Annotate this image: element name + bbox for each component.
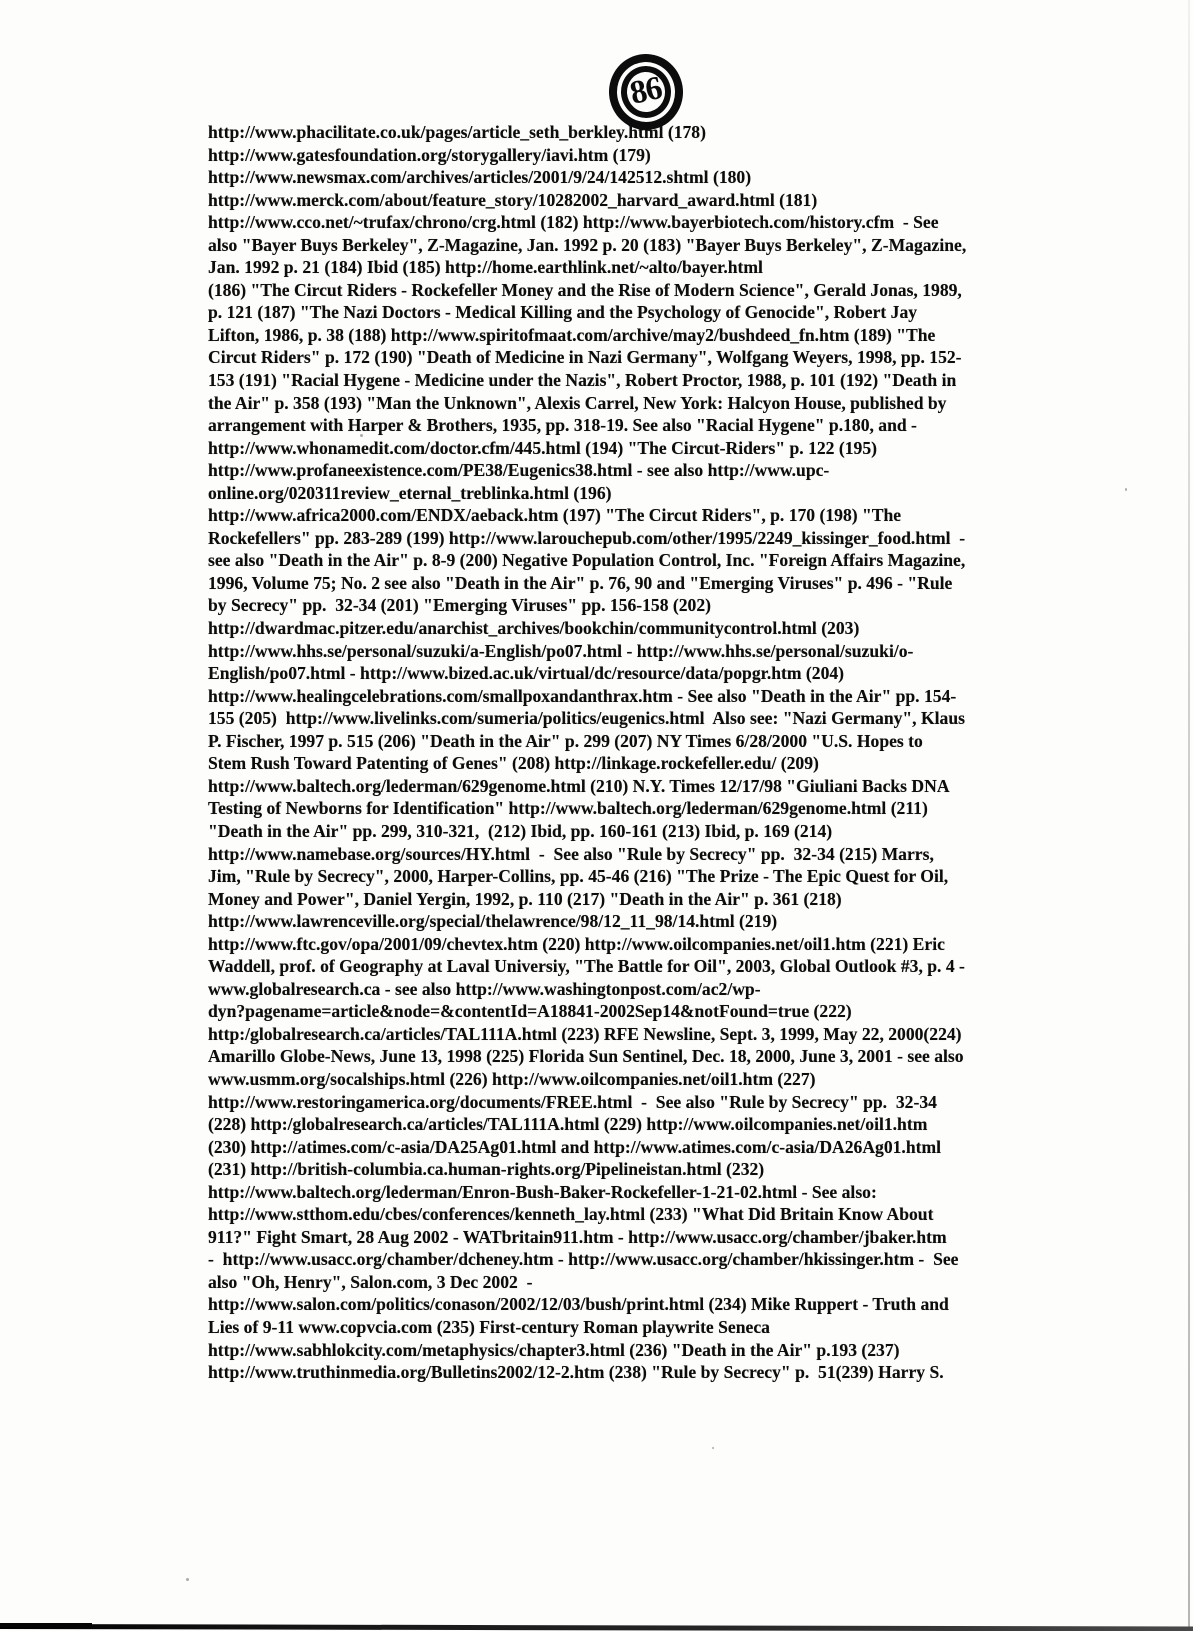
text-line: Rockefellers" pp. 283-289 (199) http://www.larouchepub.com/other/1995/2249_kissinger_food.html - xyxy=(208,527,966,548)
scan-speck xyxy=(360,434,363,437)
text-line: (231) http://british-columbia.ca.human-rights.org/Pipelineistan.html (232) xyxy=(208,1159,765,1180)
text-line: 911?" Fight Smart, 28 Aug 2002 - WATbritain911.htm - http://www.usacc.org/chamber/jbaker.htm xyxy=(208,1226,947,1247)
text-line: http://www.profaneexistence.com/PE38/Eugenics38.html - see also http://www.upc- xyxy=(208,460,830,481)
text-line: Circut Riders" p. 172 (190) "Death of Medicine in Nazi Germany", Wolfgang Weyers, 1998, pp. 152- xyxy=(208,347,962,368)
text-line: - http://www.usacc.org/chamber/dcheney.htm - http://www.usacc.org/chamber/hkissinger.htm - See xyxy=(208,1249,959,1270)
text-line: Waddell, prof. of Geography at Laval Universiy, "The Battle for Oil", 2003, Global Outlook #3, p. 4 - xyxy=(208,956,965,977)
text-line: (186) "The Circut Riders - Rockefeller Money and the Rise of Modern Science", Gerald Jonas, 1989, xyxy=(208,279,962,300)
text-line: 1996, Volume 75; No. 2 see also "Death in the Air" p. 76, 90 and "Emerging Viruses" p. 496 - "Rule xyxy=(208,572,953,593)
text-line: p. 121 (187) "The Nazi Doctors - Medical Killing and the Psychology of Genocide", Robert Jay xyxy=(208,302,918,323)
scan-speck xyxy=(1125,488,1127,491)
text-line: http://www.truthinmedia.org/Bulletins2002/12-2.htm (238) "Rule by Secrecy" p. 51(239) Harry S. xyxy=(208,1362,944,1383)
text-line: Jan. 1992 p. 21 (184) Ibid (185) http://home.earthlink.net/~alto/bayer.html xyxy=(208,257,763,278)
text-line: http://www.restoringamerica.org/documents/FREE.html - See also "Rule by Secrecy" pp. 32-34 xyxy=(208,1091,937,1112)
scan-speck xyxy=(186,1578,189,1581)
text-line: http://www.gatesfoundation.org/storygallery/iavi.htm (179) xyxy=(208,144,651,165)
text-line: the Air" p. 358 (193) "Man the Unknown", Alexis Carrel, New York: Halcyon House, published by xyxy=(208,392,947,413)
text-line: 153 (191) "Racial Hygene - Medicine under the Nazis", Robert Proctor, 1988, p. 101 (192) "Death in xyxy=(208,370,957,391)
text-line: arrangement with Harper & Brothers, 1935, pp. 318-19. See also "Racial Hygene" p.180, and - xyxy=(208,415,917,436)
page-number: 86 xyxy=(626,69,665,112)
text-line: P. Fischer, 1997 p. 515 (206) "Death in the Air" p. 299 (207) NY Times 6/28/2000 "U.S. Hopes to xyxy=(208,730,923,751)
scan-corner-artifact xyxy=(0,0,31,99)
scan-bottom-edge-artifact xyxy=(0,1624,1193,1631)
text-line: Money and Power", Daniel Yergin, 1992, p. 110 (217) "Death in the Air" p. 361 (218) xyxy=(208,888,842,909)
text-line: http://www.africa2000.com/ENDX/aeback.htm (197) "The Circut Riders", p. 170 (198) "The xyxy=(208,505,902,526)
text-line: www.usmm.org/socalships.html (226) http://www.oilcompanies.net/oil1.htm (227) xyxy=(208,1068,816,1089)
text-line: Lifton, 1986, p. 38 (188) http://www.spiritofmaat.com/archive/may2/bushdeed_fn.htm (189) "The xyxy=(208,324,936,345)
text-line: (228) http:/globalresearch.ca/articles/TAL111A.html (229) http://www.oilcompanies.net/oil1.htm xyxy=(208,1114,928,1135)
text-line: also "Bayer Buys Berkeley", Z-Magazine, Jan. 1992 p. 20 (183) "Bayer Buys Berkeley", Z-Magazine, xyxy=(208,234,967,255)
text-line: http://www.merck.com/about/feature_story/10282002_harvard_award.html (181) xyxy=(208,189,818,210)
text-line: by Secrecy" pp. 32-34 (201) "Emerging Viruses" pp. 156-158 (202) xyxy=(208,595,712,616)
text-line: Testing of Newborns for Identification" http://www.baltech.org/lederman/629genome.html (211) xyxy=(208,798,928,819)
text-line: online.org/020311review_eternal_treblinka.html (196) xyxy=(208,482,612,503)
text-line: Lies of 9-11 www.copvcia.com (235) First-century Roman playwrite Seneca xyxy=(208,1316,770,1337)
text-line: Jim, "Rule by Secrecy", 2000, Harper-Collins, pp. 45-46 (216) "The Prize - The Epic Quest for Oil, xyxy=(208,866,949,887)
text-line: http://www.whonamedit.com/doctor.cfm/445.html (194) "The Circut-Riders" p. 122 (195) xyxy=(208,437,877,458)
text-line: (230) http://atimes.com/c-asia/DA25Ag01.html and http://www.atimes.com/c-asia/DA26Ag01.html xyxy=(208,1136,942,1157)
text-line: http://www.phacilitate.co.uk/pages/article_seth_berkley.html (178) xyxy=(208,122,706,142)
text-line: also "Oh, Henry", Salon.com, 3 Dec 2002 - xyxy=(208,1271,533,1292)
scan-speck xyxy=(305,203,308,205)
reference-list xyxy=(208,121,1088,1384)
text-line: http://www.stthom.edu/cbes/conferences/kenneth_lay.html (233) "What Did Britain Know About xyxy=(208,1204,934,1225)
scan-bottom-edge-artifact xyxy=(0,1623,92,1627)
text-line: 155 (205) http://www.livelinks.com/sumeria/politics/eugenics.html Also see: "Nazi Germany", Klaus xyxy=(208,708,965,729)
text-line: http://www.lawrenceville.org/special/thelawrence/98/12_11_98/14.html (219) xyxy=(208,911,778,932)
text-line: see also "Death in the Air" p. 8-9 (200) Negative Population Control, Inc. "Foreign Affairs Magazine, xyxy=(208,550,966,571)
scan-speck xyxy=(712,1447,714,1449)
text-line: http://www.baltech.org/lederman/629genome.html (210) N.Y. Times 12/17/98 "Giuliani Backs DNA xyxy=(208,775,950,796)
text-line: www.globalresearch.ca - see also http://www.washingtonpost.com/ac2/wp- xyxy=(208,978,761,999)
text-line: http://www.newsmax.com/archives/articles/2001/9/24/142512.shtml (180) xyxy=(208,167,752,188)
text-line: English/po07.html - http://www.bized.ac.uk/virtual/dc/resource/data/popgr.htm (204) xyxy=(208,663,845,684)
text-line: http://www.namebase.org/sources/HY.html - See also "Rule by Secrecy" pp. 32-34 (215) Marrs, xyxy=(208,843,934,864)
text-line: dyn?pagename=article&node=&contentId=A18841-2002Sep14&notFound=true (222) xyxy=(208,1001,852,1022)
text-line: http://www.salon.com/politics/conason/2002/12/03/bush/print.html (234) Mike Ruppert - Truth and xyxy=(208,1294,949,1315)
text-line: http://www.baltech.org/lederman/Enron-Bush-Baker-Rockefeller-1-21-02.html - See also: xyxy=(208,1181,877,1202)
text-line: http://www.healingcelebrations.com/smallpoxandanthrax.htm - See also "Death in the Air" pp. 154- xyxy=(208,685,957,706)
text-line: Stem Rush Toward Patenting of Genes" (208) http://linkage.rockefeller.edu/ (209) xyxy=(208,753,819,774)
scan-right-edge-artifact xyxy=(1188,0,1190,1631)
text-line: http://www.sabhlokcity.com/metaphysics/chapter3.html (236) "Death in the Air" p.193 (237) xyxy=(208,1339,900,1360)
text-line: Amarillo Globe-News, June 13, 1998 (225) Florida Sun Sentinel, Dec. 18, 2000, June 3, 2001 - see also xyxy=(208,1046,964,1067)
text-line: http://www.cco.net/~trufax/chrono/crg.html (182) http://www.bayerbiotech.com/history.cfm - See xyxy=(208,212,939,233)
text-line: "Death in the Air" pp. 299, 310-321, (212) Ibid, pp. 160-161 (213) Ibid, p. 169 (214) xyxy=(208,820,833,841)
text-line: http:/globalresearch.ca/articles/TAL111A.html (223) RFE Newsline, Sept. 3, 1999, May 22, 2000(224) xyxy=(208,1023,962,1044)
text-line: http://www.hhs.se/personal/suzuki/a-English/po07.html - http://www.hhs.se/personal/suzuki/o- xyxy=(208,640,914,661)
text-line: http://dwardmac.pitzer.edu/anarchist_archives/bookchin/communitycontrol.html (203) xyxy=(208,618,860,639)
text-line: http://www.ftc.gov/opa/2001/09/chevtex.htm (220) http://www.oilcompanies.net/oil1.htm (221) Eric xyxy=(208,933,945,954)
